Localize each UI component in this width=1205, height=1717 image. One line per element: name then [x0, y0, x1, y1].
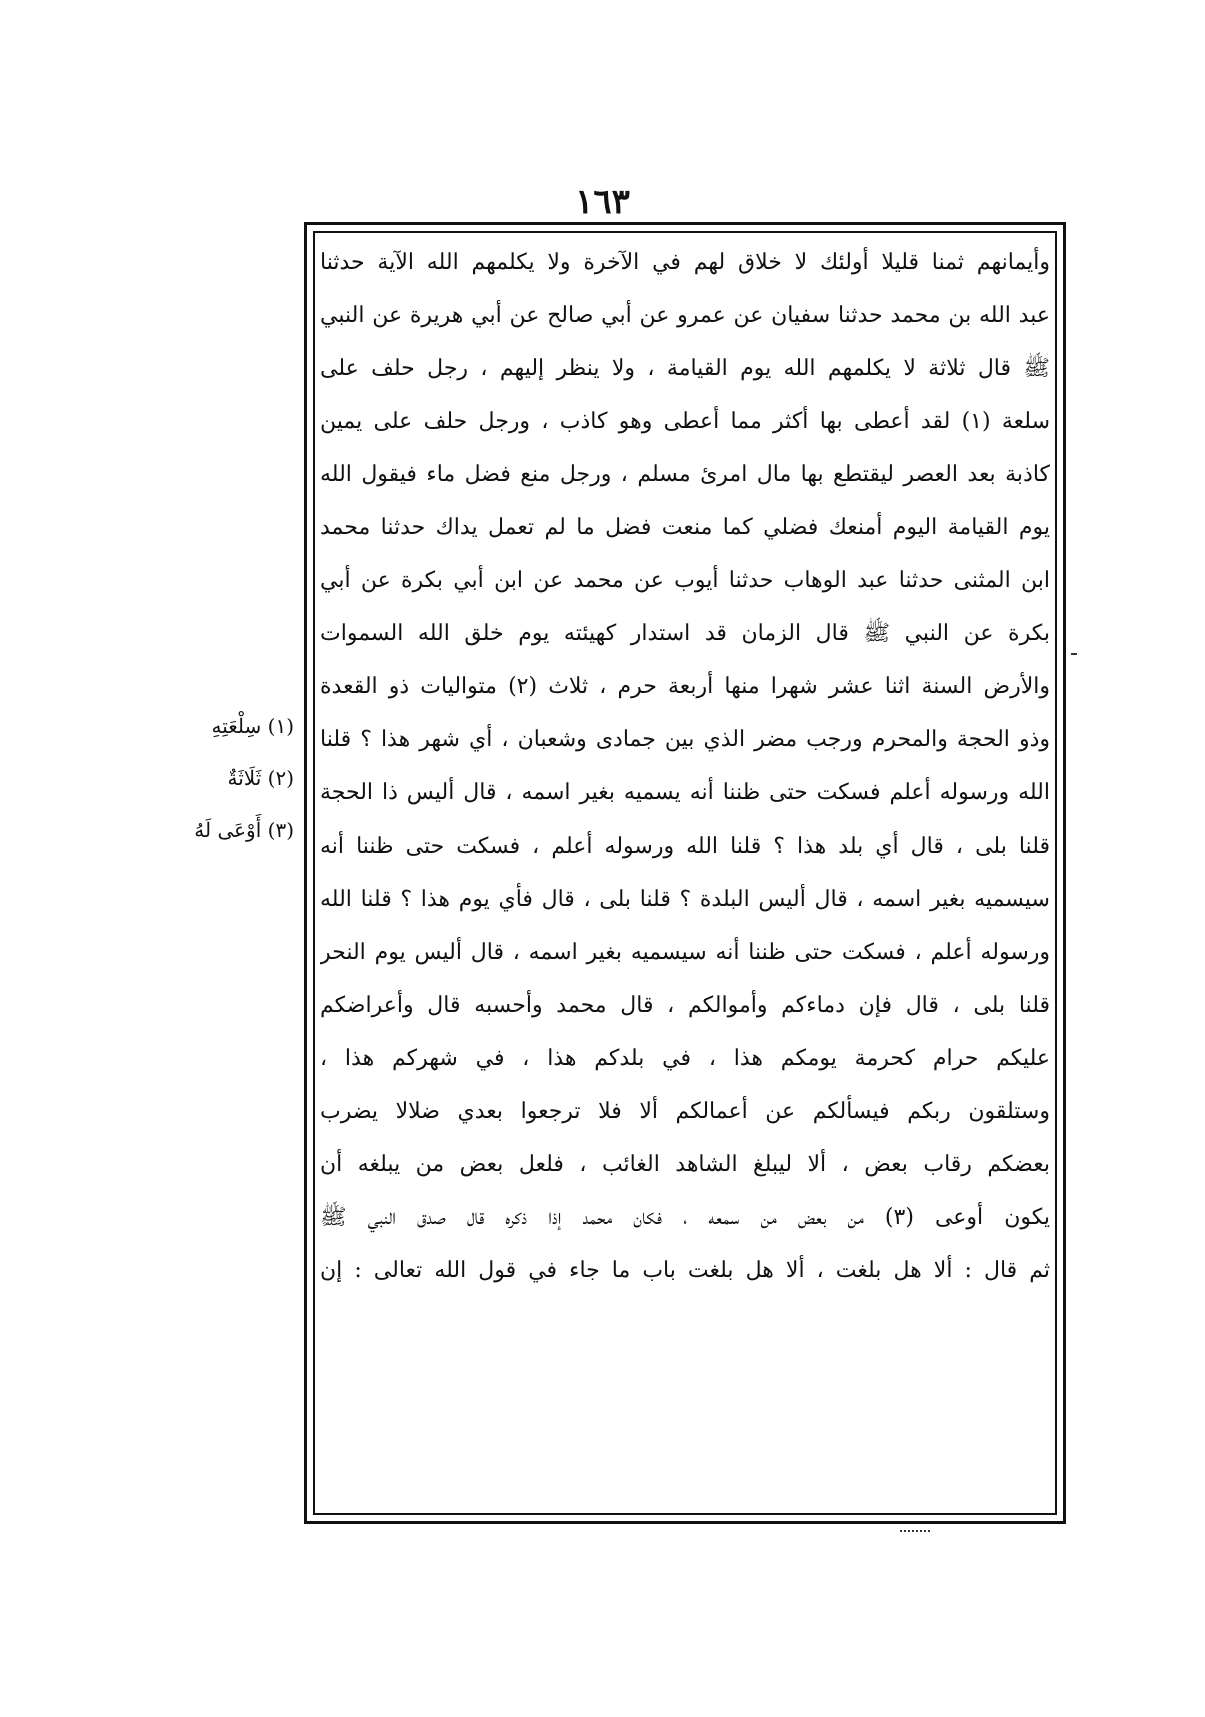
text-line: ﷺ قال ثلاثة لا يكلمهم الله يوم القيامة ، ولا ينظر إليهم ، رجل حلف على: [320, 356, 1050, 382]
text-line: وأيمانهم ثمنا قليلا أولئك لا خلاق لهم في الآخرة ولا يكلمهم الله الآية حدثنا: [320, 250, 1050, 275]
text-line: سلعة (١) لقد أعطى بها أكثر مما أعطى وهو كاذب ، ورجل حلف على يمين: [320, 409, 1050, 435]
text-line: ورسوله أعلم ، فسكت حتى ظننا أنه سيسميه بغير اسمه ، قال أليس يوم النحر: [320, 939, 1050, 965]
main-text: [320, 236, 1050, 1510]
text-line: كاذبة بعد العصر ليقتطع بها مال امرئ مسلم ، ورجل منع فضل ماء فيقول الله: [320, 462, 1050, 488]
margin-notes: [176, 700, 294, 856]
text-line: سيسميه بغير اسمه ، قال أليس البلدة ؟ قلنا بلى ، قال فأي يوم هذا ؟ قلنا الله: [320, 886, 1050, 912]
footnote-1: (١) سِلْعَتِهِ: [211, 714, 294, 738]
text-line: يكون أوعى (٣) من بعض من سمعه ، فكان محمد إذا ذكره قال صدق النبي ﷺ: [320, 1204, 1050, 1230]
text-line: ابن المثنى حدثنا عبد الوهاب حدثنا أيوب عن محمد عن ابن أبي بكرة عن أبي: [320, 568, 1050, 594]
margin-tick: [1071, 653, 1077, 655]
footnote-3: (٣) أَوْعَى لَهُ: [194, 818, 294, 842]
text-line: بعضكم رقاب بعض ، ألا ليبلغ الشاهد الغائب ، فلعل بعض من يبلغه أن: [320, 1151, 1050, 1177]
text-line: وستلقون ربكم فيسألكم عن أعمالكم ألا فلا ترجعوا بعدي ضلالا يضرب: [320, 1098, 1050, 1124]
page-number: ١٦٣: [575, 182, 630, 222]
footer-mark: [900, 1530, 930, 1534]
text-line: ثم قال : ألا هل بلغت ، ألا هل بلغت باب ما جاء في قول الله تعالى : إن: [320, 1257, 1050, 1283]
text-line: والأرض السنة اثنا عشر شهرا منها أربعة حرم ، ثلاث (٢) متواليات ذو القعدة: [320, 674, 1050, 700]
text-line: يوم القيامة اليوم أمنعك فضلي كما منعت فضل ما لم تعمل يداك حدثنا محمد: [320, 515, 1050, 541]
text-line: بكرة عن النبي ﷺ قال الزمان قد استدار كهيئته يوم خلق الله السموات: [320, 621, 1050, 647]
text-line: عليكم حرام كحرمة يومكم هذا ، في بلدكم هذا ، في شهركم هذا ،: [320, 1045, 1050, 1071]
footnote-2: (٢) ثَلَاثَةٌ: [227, 766, 294, 790]
text-line: وذو الحجة والمحرم ورجب مضر الذي بين جمادى وشعبان ، أي شهر هذا ؟ قلنا: [320, 727, 1050, 753]
text-line: قلنا بلى ، قال فإن دماءكم وأموالكم ، قال محمد وأحسبه قال وأعراضكم: [320, 992, 1050, 1018]
text-line: عبد الله بن محمد حدثنا سفيان عن عمرو عن أبي صالح عن أبي هريرة عن النبي: [320, 303, 1050, 329]
text-line: قلنا بلى ، قال أي بلد هذا ؟ قلنا الله ورسوله أعلم ، فسكت حتى ظننا أنه: [320, 833, 1050, 859]
text-line: الله ورسوله أعلم فسكت حتى ظننا أنه يسميه بغير اسمه ، قال أليس ذا الحجة: [320, 780, 1050, 806]
